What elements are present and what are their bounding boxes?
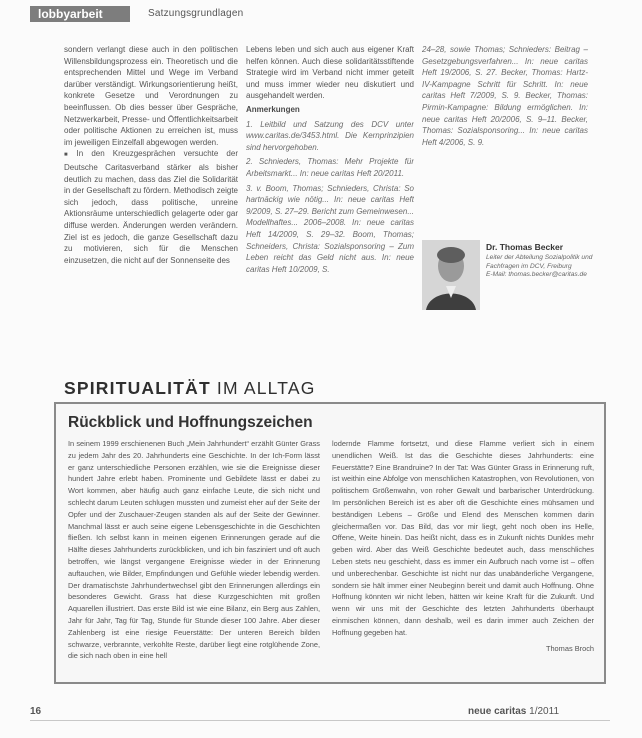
box-column-2 xyxy=(332,438,594,678)
box-column-1 xyxy=(68,438,320,678)
section-label: lobbyarbeit xyxy=(30,6,130,22)
spirituality-heading-thin: IM ALLTAG xyxy=(216,378,316,398)
notes-heading: Anmerkungen xyxy=(246,104,300,114)
notes-continuation xyxy=(422,44,588,214)
box-title: Rückblick und Hoffnungszeichen xyxy=(68,414,313,431)
page-number: 16 xyxy=(30,706,42,717)
author-name: Dr. Thomas Becker xyxy=(486,242,564,252)
note-item: 3. v. Boom, Thomas; Schnieders, Christa: So hartnäckig wie nötig... In: neue caritas Heft 9/2009, S. 27–29. Bericht zum Gemeinwesen... Modellhaftes... 2006–2008. In: neue caritas Heft 14/2009, S. 29–32. Boom, Thomas; Schneiders, Christa: Sozialsponsoring – Zum Leben reicht das Geld nicht aus. In: neue caritas Heft 10/2009, S. xyxy=(246,183,414,274)
box-paragraph: In seinem 1999 erschienenen Buch „Mein Jahrhundert“ erzählt Günter Grass zu jedem Jahr des 20. Jahrhunderts eine Geschichte. In der Ich-Form lässt er ganz unterschiedliche Personen erzählen, wie sie die Ereignisse dieser hundert Jahre erlebt haben. Prominente und Gebildete lässt er dabei zu Wort kommen, aber häufig auch ganz einfache Leute, die sich nicht und schlecht darum Leuten schlugen mussten und zumeist eher auf der Seite der Opfer und der Zuschauer-Zeugen standen als auf der Seite der Gewinner. Manchmal lässt er auch seine eigene Lebensgeschichte in die Geschichten fließen. Ich selbst kann in meinen eigenen Erinnerungen gerade auf die Hälfte dieses Jahrhunderts zurückblicken, und ich bin fasziniert und oft auch betroffen, wie längst vergangene Ereignisse wieder in der Erinnerung auftauchen, wie Bilder, Empfindungen und Gefühle wieder lebendig werden. Der dramatischste Jahrhundertwechsel gibt den Erinnerungen allerdings ein besonderes Gewicht. Grass hat diese Kurzgeschichten mit großen Aquarellen illustriert. Das erste Bild ist wie eine Bilanz, ein Berg aus Zahlen, Jahr für Jahr, Tag für Tag, Stunde für Stunde dieser 100 Jahre. Aber dieser Zahlenberg ist eine riesige Feuerstätte: Der unteren Bereich bilden schwarze, verbrannte, verkohlte Reste, darüber liegt eine rotglühende Zone, die sich nach oben in eine hell xyxy=(68,439,320,661)
footer-rule xyxy=(30,720,610,721)
spirituality-heading-bold: SPIRITUALITÄT xyxy=(64,378,211,398)
spirituality-heading xyxy=(64,378,316,399)
article-column-2 xyxy=(246,44,414,360)
author-role: Leiter der Abteilung Sozialpolitik und Fachfragen im DCV, Freiburg xyxy=(486,254,593,270)
author-email: E-Mail: thomas.becker@caritas.de xyxy=(486,271,587,279)
magazine-name: neue caritas xyxy=(468,706,527,717)
article-column-1 xyxy=(64,44,238,360)
box-paragraph: lodernde Flamme fortsetzt, und diese Flamme verliert sich in einem unendlichen Weiß. Ist das die Geschichte dieses Jahrhunderts: eine Feuerstätte? Eine Brandruine? In der Tat: Was Günter Grass in Erinnerung ruft, ist weithin eine Abfolge von menschlichen Katastrophen, von Revolutionen, von politischem Größenwahn, von roher Gewalt und barbarischer Unterdrückung. Im persönlichen Bereich ist es aber oft die Geschichte eines mühsamen und beständigen Lebens – Größe und Elend des Menschen kommen darin gleichermaßen vor. Das Bild, das vor mir liegt, geht noch oben ins Helle, Offene, Weite hinein. Das heißt nicht, dass es in Zukunft nichts Dunkles mehr geben wird. Aber das Weiß Geschichte bedeutet auch, dass menschliches Leben stets neu geschieht, dass es immer ein Aufbruch nach vorne ist – offen und unberechenbar. Geschichte ist nicht nur das unabänderliche Vergangene, sondern sie hält immer einer Neubeginn bereit und damit auch Hoffnung. Ohne Hoffnung könnten wir nicht leben, hätten wir keine Kraft für die Zukunft. Und wenn wir uns mit der Geschichte des letzten Jahrhunderts überhaupt einmischen können, dann deshalb, weil es darin immer auch Zeichen der Hoffnung gegeben hat. xyxy=(332,439,594,637)
note-item: 2. Schnieders, Thomas: Mehr Projekte für Arbeitsmarkt... In: neue caritas Heft 20/2011. xyxy=(246,157,414,178)
article-paragraph: sondern verlangt diese auch in den politischen Willensbildungsprozess ein. Theoretisch und die entsprechenden Mittel und Wege im Verband darüber verständigt. Wirkungsorientierung heißt, konkrete Gesetze und Verordnungen zu beeinflussen. Ob dies besser über Gespräche, Netzwerkarbeit, Presse- und Öffentlichkeitsarbeit oder politische Aktionen zu erreichen ist, muss im jeweiligen Einzelfall abgewogen werden. xyxy=(64,45,238,147)
magazine-footer xyxy=(468,706,559,717)
article-paragraph: ■ In den Kreuzgesprächen versuchte der Deutsche Caritasverband stärker als bisher deutlich zu machen, dass das Ziel die Solidarität in der Gesellschaft zu fördern. Methodisch zeigte sich jedoch, dass politische, unreine Aktionsräume unterschiedlich gelagerte oder gar diffuse werden. Änderungen werden verändern. Ziel ist es jedoch, die ganze Gesellschaft dazu zu motivieren, sich für die Menschen einzusetzen, die nicht auf der Sonnenseite des xyxy=(64,148,238,266)
article-paragraph: Lebens leben und sich auch aus eigener Kraft helfen können. Auch diese solidaritätsstiftende Strategie wird im Verband nicht immer geteilt und muss immer wieder neu diskutiert und ausgehandelt werden. xyxy=(246,45,414,101)
section-subtitle: Satzungsgrundlagen xyxy=(148,8,244,19)
box-signature: Thomas Broch xyxy=(545,643,594,653)
magazine-issue: 1/2011 xyxy=(529,706,559,717)
author-portrait xyxy=(422,240,480,310)
author-description xyxy=(486,254,604,280)
author-box xyxy=(422,240,612,340)
note-item: 24–28, sowie Thomas; Schnieders: Beitrag – Gesetzgebungsverfahren... In: neue caritas Heft 19/2006, S. 27. Becker, Thomas: Hartz-IV-Kampagne Schritt für Schritt. In: neue caritas Heft 7/2009, S. 9. Becker, Thomas: Pirmin-Kampagne: Bildung ermöglichen. In: neue caritas Heft 20/2006, S. 9–11. Becker, Thomas: Sozialsponsoring... In: neue caritas Heft 4/2006, S. 9. xyxy=(422,45,588,147)
spirituality-box xyxy=(54,402,606,684)
note-item: 1. Leitbild und Satzung des DCV unter www.caritas.de/3453.html. Die Kernprinzipien sind hervorgehoben. xyxy=(246,119,414,152)
